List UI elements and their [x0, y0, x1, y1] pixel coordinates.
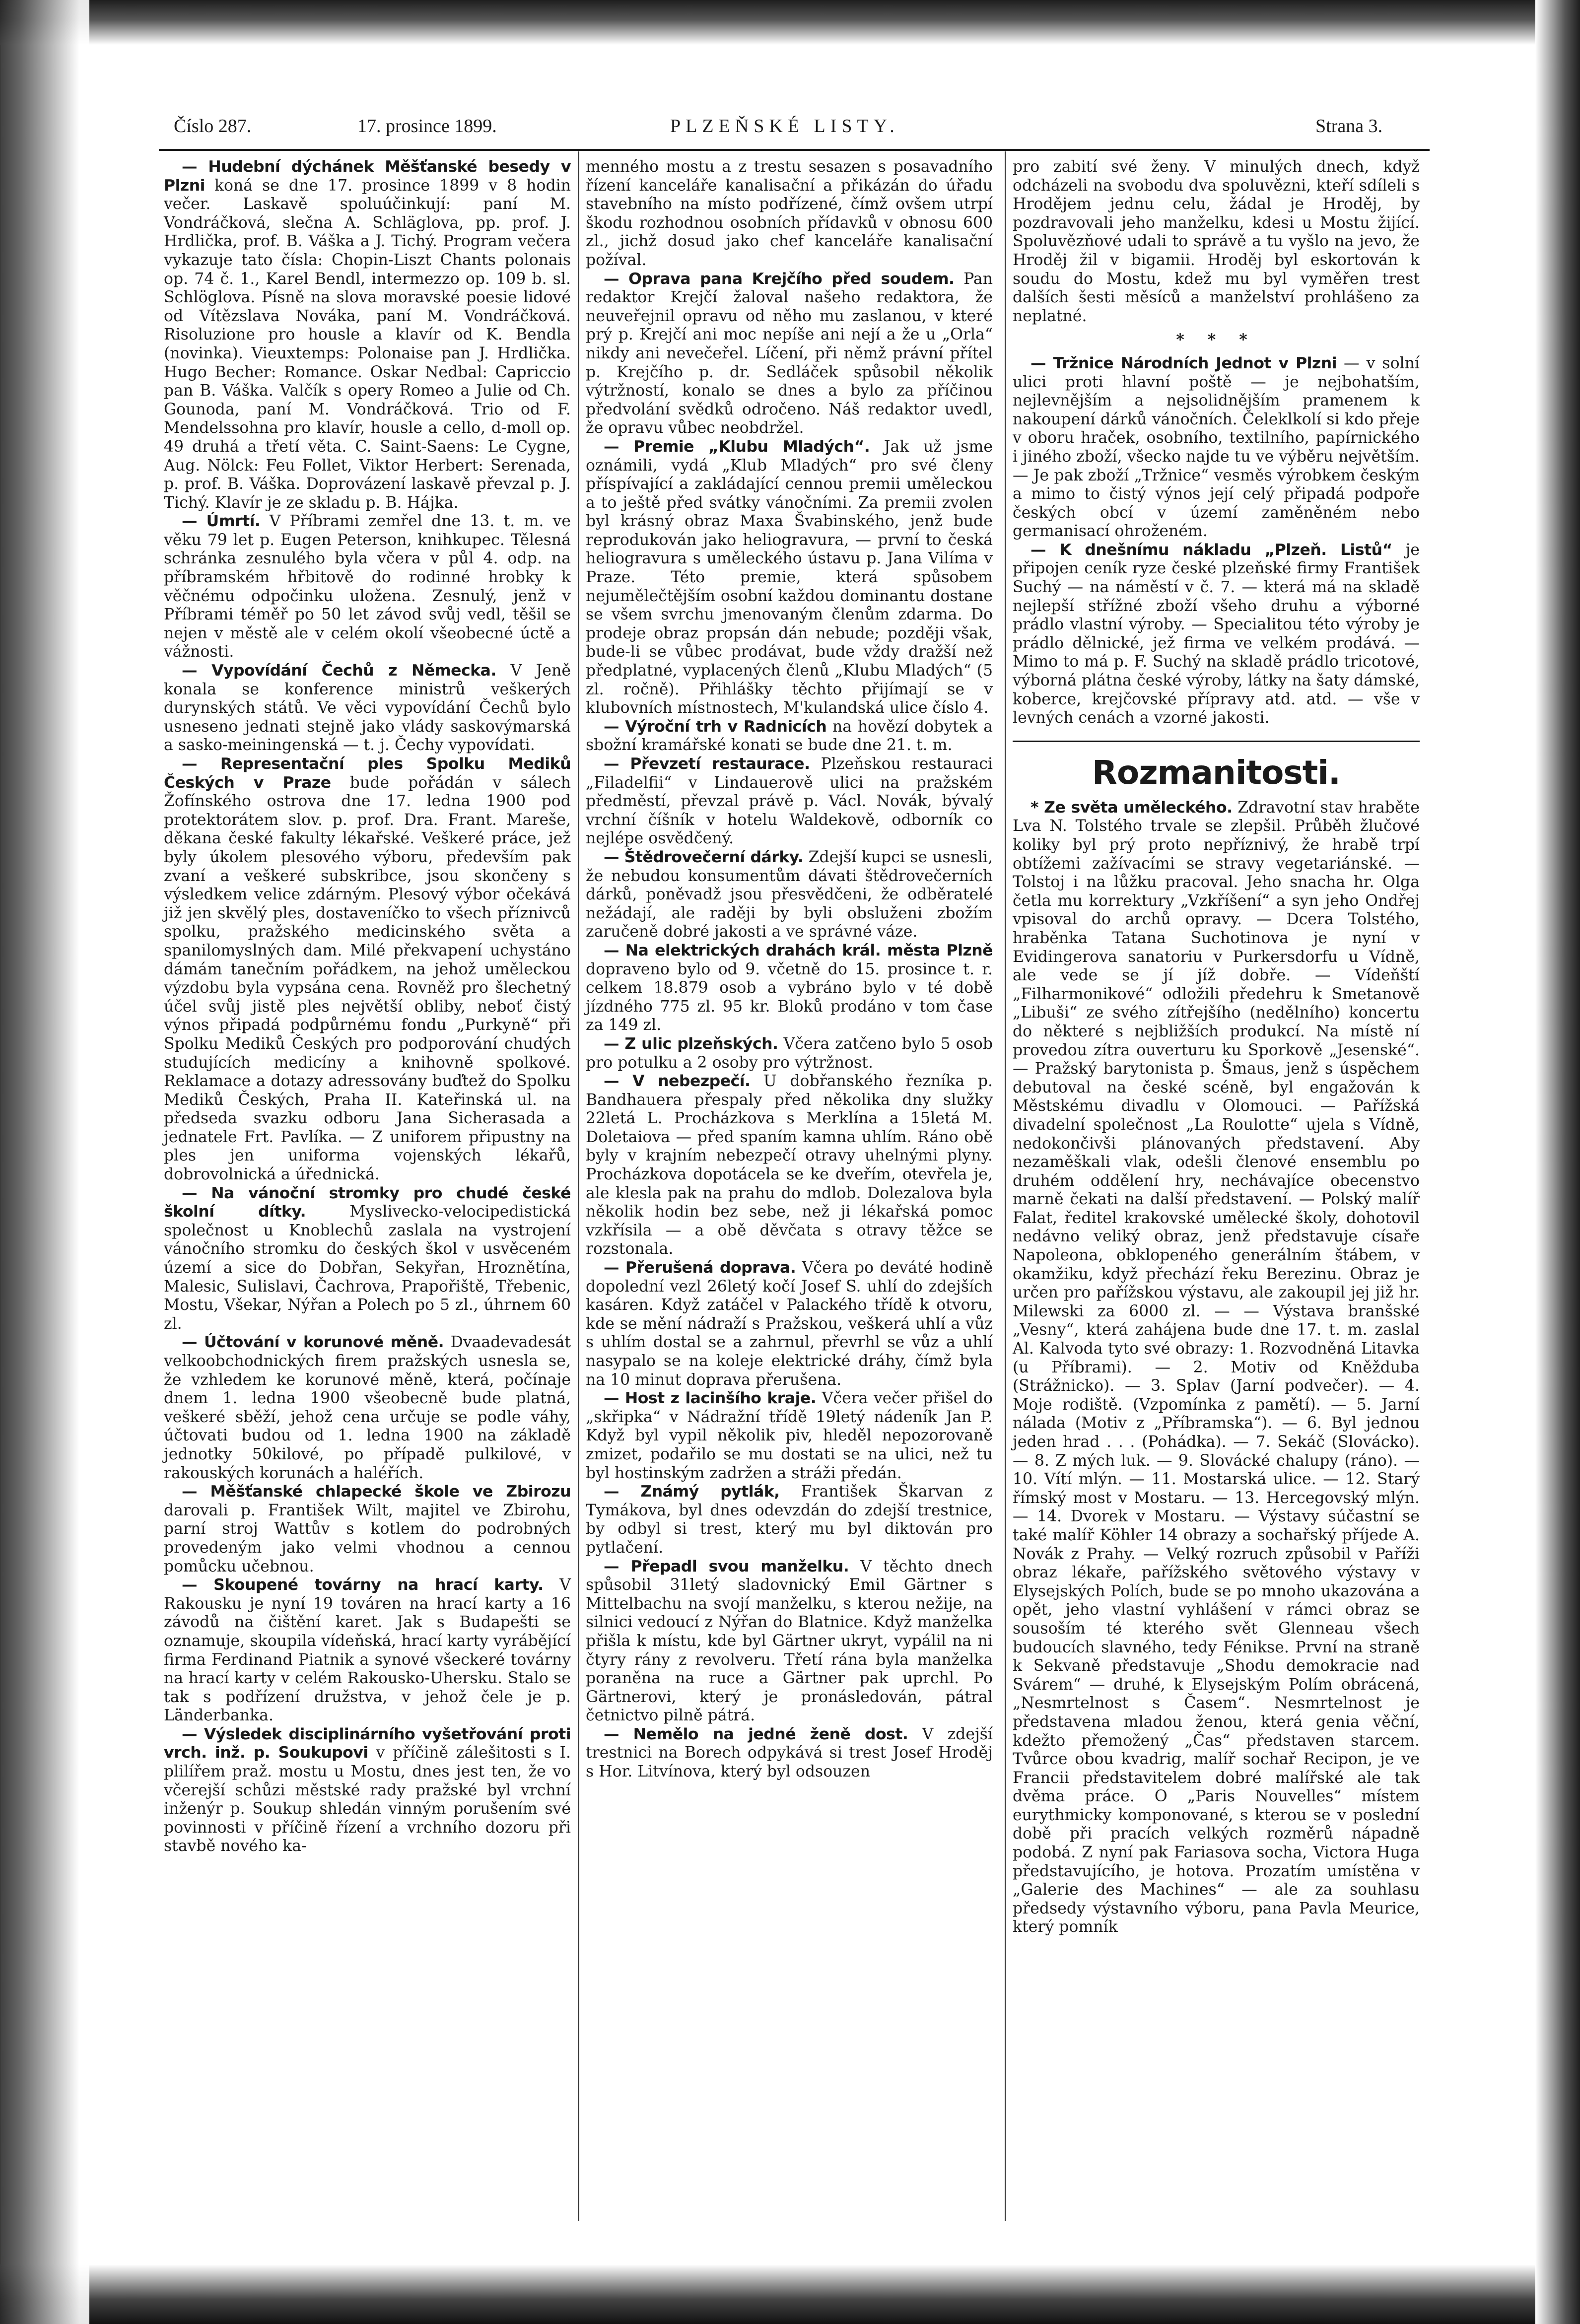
- article-paragraph: [164, 1333, 571, 1483]
- issue-date: 17. prosince 1899.: [357, 116, 497, 137]
- column-middle: [586, 158, 993, 1781]
- article-body: V těchto dnech spůsobil 31letý sladovnický Emil Gärtner s Mittelbachu na svojí manželku, s kterou nežije, na silnici vedoucí z Nýřan do Blatnice. Když manželka přišla k místu, kde byl Gärtner ukryt, vypálil na ni čtyry rány z revolveru. Třetí rána byla manželka poraněna na ruce a Gärtner pak uprchl. Po Gärtnerovi, který je pronásledován, pátral četnictvo pilně pátrá.: [586, 1557, 993, 1725]
- article-body: V Rakousku je nyní 19 továren na hrací karty a 16 závodů na čištění karet. Jak s Budapešti se oznamuje, skoupila vídeňská, hrací karty vyrábějící firma Ferdinand Piatnik a synové všeckeré továrny na hrací karty v celém Rakousko-Uhersku. Stalo se tak s podřízení družstva, v jehož čele je p. Länderbanka.: [164, 1576, 571, 1725]
- article-headline: — Výsledek disciplinárního vyšetřování proti vrch. inž. p. Soukupovi: [164, 1725, 571, 1762]
- article-body: Zdejší kupci se usnesli, že nebudou konsumentům dávati štědrovečerních dárků, poněvadž jsou přesvědčeni, že odběratelé nežádají, ale raději by byli obsluženi zbožím zaručeně dobré jakosti a ve správné váze.: [586, 848, 993, 941]
- article-paragraph: [164, 512, 571, 662]
- article-paragraph: [586, 718, 993, 755]
- article-paragraph: [586, 848, 993, 942]
- page-number: Strana 3.: [1315, 116, 1383, 137]
- page-header: [164, 115, 1425, 145]
- scan-edge-left: [0, 0, 89, 2324]
- article-paragraph: [1013, 158, 1420, 326]
- article-body: Včera večer přišel do „skřipka“ v Nádražní třídě 19letý nádeník Jan P. Když byl vypil několik piv, hleděl nepozorovaně zmizet, podařilo se mu dostati se na ulici, než tu byl hostinským zadržen a stráži předán.: [586, 1389, 993, 1482]
- article-headline: — Hudební dýchánek Měšťanské besedy v Plzni: [164, 158, 571, 195]
- article-paragraph: [164, 662, 571, 755]
- article-body: U dobřanského řezníka p. Bandhauera přespaly před několika dny služky 22letá L. Procházkova s Merklína a 15letá M. Doletaiova — před spaním kamna uhlím. Ráno obě byly v krajním nebezpečí otravy uhelnými plyny. Procházkova dopotácela se ke dveřím, otevřela je, ale klesla pak na prahu do mdlob. Dolezalova byla několik hodin bez sebe, než ji lékařská pomoc vzkřísila — a obě děvčata s otravy těžce se rozstonala.: [586, 1072, 993, 1258]
- article-body: Myslivecko-velocipedistická společnost u Knoblechů zaslala na vystrojení vánočního stromku do českých škol v usvěceném území a sice do Dobřan, Sekyřan, Hroznětína, Malesic, Sulislavi, Čachrova, Prapořiště, Třebenic, Mostu, Všekar, Nýřan a Polech po 5 zl., úhrnem 60 zl.: [164, 1203, 571, 1333]
- article-headline: — V nebezpečí.: [604, 1072, 751, 1091]
- column-rule-2: [1005, 151, 1006, 2221]
- section-separator: * * *: [1176, 331, 1256, 349]
- article-headline: — Nemělo na jedné ženě dost.: [604, 1725, 908, 1743]
- article-body: Včera zatčeno bylo 5 osob pro potulku a 2 osoby pro výtržnost.: [586, 1034, 993, 1072]
- article-body: pro zabití své ženy. V minulých dnech, když odcházeli na svobodu dva spoluvězni, kteří sdíleli s Hrodějem jednu celu, žádal je Hroděj, by pozdravovali jeho manželku, kdesi u Mostu žijící. Spoluvězňové udali to správě a tu vyšlo na jevo, že Hroděj žil v bigamii. Hroděj byl eskortován k soudu do Mostu, kdež mu byl vyměřen trest dalších šesti měsíců a manželství prohlášeno za neplatné.: [1013, 158, 1420, 325]
- article-headline: — Převzetí restaurace.: [604, 755, 810, 773]
- article-headline: — Premie „Klubu Mladých“.: [604, 437, 870, 456]
- article-headline: — Přepadl svou manželku.: [604, 1557, 849, 1575]
- scan-edge-bottom: [0, 2264, 1580, 2324]
- article-paragraph: [1013, 354, 1420, 541]
- article-body: darovali p. František Wilt, majitel ve Zbirohu, parní stroj Wattův s kotlem do podrobných provedeným jako velmi vhodnou a cennou pomůcku učebnou.: [164, 1501, 571, 1575]
- scan-edge-top: [0, 0, 1580, 45]
- column-rule-1: [578, 151, 579, 2221]
- article-headline: — Na vánoční stromky pro chudé české školní dítky.: [164, 1184, 571, 1221]
- article-paragraph: [586, 438, 993, 718]
- article-body: Zdravotní stav hraběte Lva N. Tolstého trvale se zlepšil. Průběh žlučové koliky byl prý proto nepříznivý, že hrabě trpí obtížemi zažívacími se stravy vegetariánské. — Tolstoj i na lůžku pracoval. Jeho snacha hr. Olga četla mu korrektury „Vzkříšení“ a syn jeho Ondřej vpisoval do archů opravy. — Dcera Tolstého, hraběnka Tatana Suchotinova je nyní v Evidingerova sanatoriu v Purkersdorfu u Vídně, ale vede se jí jíž dobře. — Vídeňští „Filharmonikové“ odložili předehru k Smetanově „Libuši“ ze svého zítřejšího (nedělního) koncertu do některé s nejbližších produkcí. Na místě ní provedou zítra ouverturu ku Sporkově „Jesenské“. — Pražský barytonista p. Šmaus, jenž s úspěchem debutoval na české scéně, byl engažován k Městskému divadlu v Olomouci. — Pařížská divadelní společnost „La Roulotte“ ujela s Vídně, nedokončivši plánovaných představení. Aby nezaměškali vlak, odešli členové ensemblu po druhém oddělení hry, nechávajíce obecenstvo marně čekati na další představení. — Polský malíř Falat, ředitel krakovské umělecké školy, dohotovil nedávno veliký obraz, jenž představuje císaře Napoleona, obklopeného generálním štábem, v okamžiku, když přechází řeku Berezinu. Obraz je určen pro pařížskou výstavu, ale zakoupil jej již hr. Milewski za 6000 zl. — — Výstava branšské „Vesny“, která zahájena bude dne 17. t. m. zaslal Al. Kalvoda tyto své obrazy: 1. Rozvodněná Litavka (u Příbrami). — 2. Motiv od Kněžduba (Strážnicko). — 3. Splav (Jarní podvečer). — 4. Moje rodiště. (Vzpomínka z pamětí). — 5. Jarní nálada (Motiv z „Příbramska“). — 6. Byl jednou jeden hrad . . . (Pohádka). — 7. Sekáč (Slovácko). — 8. Z mých luk. — 9. Slovácké chalupy (ráno). — 10. Vítí mlýn. — 11. Mostarská ulice. — 12. Starý římský most v Mostaru. — 13. Hercegovský mlýn. — 14. Dvorek v Mostaru. — Výstavy súčastní se také malíř Köhler 14 obrazy a sochařský příjede A. Novák z Prahy. — Velký rozruch způsobil v Paříži obraz lékaře, pařížského světového výstavy v Elysejských Polích, bude se po mnoho ukazována a opět, jeho vlastní vyhlášení v rámci obraz se sousoším té kterého svět Glenneau všech budoucích slavného, tedy Fénikse. První na straně k Sekvaně představuje „Shodu demokracie nad Svárem“ — druhé, k Elysejským Polím obrácená, „Nesmrtelnost s Časem“. Nesmrtelnost je představena mladou ženou, která genia věční, kdežto přemožený „Čas“ představen starcem. Tvůrce obou kvadrig, malíř sochař Recipon, je ve Francii představitelem dobré malířské ale tak dvěma práce. O „Paris Nouvelles“ místem eurythmicky komponované, s kterou se v poslední době při pracích velkých rozměrů nápadně podobá. Z nyní pak Fariasova socha, Victora Huga představujícího, je hotova. Prozatím umístěna v „Galerie des Machines“ — ale za souhlasu předsedy výstavního výboru, pana Pavla Meurice, který pomník: [1013, 798, 1420, 1936]
- header-rule: [159, 149, 1430, 151]
- article-paragraph: [164, 158, 571, 512]
- article-body: menného mostu a z trestu sesazen s posavadního řízení kanceláře kanalisační a přikázán do úřadu stavebního na místo podřízené, čímž ovšem utrpí škodu rozhodnou osobních přídavků v obnosu 600 zl., jichž dosud jako chef kanceláře kanalisační požíval.: [586, 158, 993, 269]
- article-body: V Příbrami zemřel dne 13. t. m. ve věku 79 let p. Eugen Peterson, knihkupec. Tělesná schránka zesnulého byla včera v půl 4. odp. na příbramském hřbitově do rodinné hrobky k věčnému odpočinku uložena. Zesnulý, jenž v Příbrami téměř po 50 let závod svůj vedl, těšil se nejen v městě ale v celém okolí všeobecné úctě a vážnosti.: [164, 512, 571, 661]
- article-paragraph: [164, 755, 571, 1184]
- article-paragraph: [586, 1725, 993, 1781]
- section-title: Rozmanitosti.: [1092, 753, 1340, 792]
- article-headline: — Tržnice Národních Jednot v Plzni: [1030, 354, 1337, 372]
- article-headline: — Oprava pana Krejčího před soudem.: [604, 270, 955, 288]
- article-paragraph: [586, 1558, 993, 1725]
- article-body: Pan redaktor Krejčí žaloval našeho redaktora, že neuveřejnil opravu od něho mu zaslanou, v které prý p. Krejčí ani moc nepíše ani nejí a že u „Orla“ nikdy ani nevečeřel. Líčení, při němž právní přítel p. Krejčího p. dr. Sedláček spůsobil několik výtržností, konalo se dnes a bylo za příčinou předvolání svědků odročeno. Náš redaktor uvedl, že opravu vůbec neobdržel.: [586, 270, 993, 437]
- article-paragraph: [164, 1483, 571, 1576]
- article-headline: — Skoupené továrny na hrací karty.: [182, 1576, 544, 1594]
- section-rule: [1013, 741, 1420, 742]
- issue-number: Číslo 287.: [174, 116, 252, 137]
- article-body: na hovězí dobytek a sbožní kramářské konati se bude dne 21. t. m.: [586, 717, 993, 754]
- article-headline: — Host z lacinšího kraje.: [604, 1389, 817, 1408]
- article-headline: — K dnešnímu nákladu „Plzeň. Listů“: [1030, 541, 1392, 559]
- article-paragraph: [1013, 541, 1420, 728]
- article-paragraph: [586, 1035, 993, 1072]
- article-body: bude pořádán v sálech Žofínského ostrova dne 17. ledna 1900 pod protektorátem slov. p. prof. Dra. Frant. Mareše, děkana české fakulty lékařské. Veškeré práce, jež byly úkolem plesového výboru, především pak zvaní a veškeré subskribce, jsou skončeny s výsledkem velice zdárným. Plesový výbor očekává již jen skvělý ples, dostaveníčko to všech příznivců spolku, pražského medicinského světa a spanilomyslných dam. Milé překvapení uchystáno dámám tanečním pořádkem, na jehož uměleckou výzdobu byla vypsána cena. Rovněž pro šlechetný účel svůj jistě ples největší obliby, neboť čistý výnos připadá podpůrnému fondu „Purkyně“ při Spolku Mediků Českých pro podporování chudých studujících medicíny a knihovně spolkové. Reklamace a dotazy adressovány buďtež do Spolku Mediků Českých, Praha II. Kateřinská ul. na předseda svazku odboru Jana Sicherasada a jednatele Frt. Pavlíka. — Z uniforem připustny na ples jen uniforma vojenských lékařů, dobrovolnická a úřednická.: [164, 773, 571, 1184]
- column-left: [164, 158, 571, 1856]
- article-body: Plzeňskou restauraci „Filadelfii“ v Lindauerově ulici na pražském předměstí, převzal právě p. Václ. Novák, bývalý vrchní číšník v hotelu Waldekově, odborník co nejlépe osvědčený.: [586, 755, 993, 848]
- article-body: V Jeně konala se konference ministrů veškerých durynských států. Ve věci vypovídání Čechů bylo usneseno jednati stejně jako vlády saskovýmarská a sasko-meiningenská — t. j. Čechy vypovídati.: [164, 662, 571, 754]
- article-headline: — Účtování v korunové měně.: [182, 1333, 444, 1352]
- article-body: koná se dne 17. prosince 1899 v 8 hodin večer. Laskavě spoluúčinkují: paní M. Vondráčková, slečna A. Schläglova, pp. prof. J. Hrdlička, prof. B. Váška a J. Tichý. Program večera vykazuje tato čísla: Chopin-Liszt Chants polonais op. 74 č. 1., Karel Bendl, intermezzo op. 109 b. sl. Schlöglova. Písně na slova moravské poesie lidové od Vítězslava Nováka, paní M. Vondráčková. Risoluzione pro housle a klavír od K. Bendla (novinka). Vieuxtemps: Polonaise pan J. Hrdlička. Hugo Becher: Romance. Oskar Nedbal: Capriccio pan B. Váška. Valčík s opery Romeo a Julie od Ch. Gounoda, paní M. Vondráčková. Trio od F. Mendelssohna pro klavír, housle a cello, d-moll op. 49 druhá a třetí věta. C. Saint-Saens: Le Cygne, Aug. Nölck: Feu Follet, Viktor Herbert: Serenada, p. prof. B. Váška. Doprovázení laskavě převzal p. J. Tichý. Klavír je ze skladu p. B. Hájka.: [164, 176, 571, 512]
- article-headline: — Representační ples Spolku Mediků Českých v Praze: [164, 755, 571, 792]
- article-body: Jak už jsme oznámili, vydá „Klub Mladých“ pro své členy příspívající a zakládající cennou premii uměleckou a to ještě před svátky vánočními. Za premii zvolen byl krásný obraz Maxa Švabinského, jenž bude reprodukován jako heliogravura, — první to česká heliogravura s uměleckého ústavu p. Jana Vilíma v Praze. Této premie, která spůsobem nejumělečtějším osobní každou dominantu dostane se všem svrchu jmenovaným členům zdarma. Do prodeje obraz propsán dán nebude; později však, bude-li se vůbec prodávat, bude vždy dražší než předplatné, vyplacených členů „Klubu Mladých“ (5 zl. ročně). Přihlášky těchto přijímají se v klubovních místnostech, M'kulandská ulice číslo 4.: [586, 437, 993, 717]
- masthead-title: PLZEŇSKÉ LISTY.: [670, 116, 899, 137]
- article-headline: — Z ulic plzeňských.: [604, 1034, 778, 1053]
- article-paragraph: [1013, 799, 1420, 1937]
- article-paragraph: [164, 1184, 571, 1334]
- article-body: v příčině zálešitosti s I. plilířem praž. mostu u Mostu, dnes jest ten, že vo včerejší schůzi městské rady pražské byl vrchní inženýr p. Soukup shledán vinným porušením své povinnosti v příčině řízení a vrchního dozoru při stavbě nového ka-: [164, 1744, 571, 1855]
- article-body: V zdejší trestnici na Borech odpykává si trest Josef Hroděj s Hor. Litvínova, který byl odsouzen: [586, 1725, 993, 1781]
- article-headline: — Štědrovečerní dárky.: [604, 848, 804, 866]
- article-paragraph: [586, 1389, 993, 1483]
- article-paragraph: [586, 755, 993, 848]
- article-body: dopraveno bylo od 9. včetně do 15. prosince t. r. celkem 18.879 osob a vybráno bylo v té době jízdného 775 zl. 95 kr. Bloků prodáno v tom čase za 149 zl.: [586, 960, 993, 1034]
- article-paragraph: [586, 1072, 993, 1259]
- article-paragraph: [586, 158, 993, 270]
- article-headline: — Přerušená doprava.: [604, 1259, 796, 1277]
- article-body: Dvaadevadesát velkoobchodnických firem pražských usnesla se, že vzhledem ke korunové měně, která, počínaje dnem 1. ledna 1900 všeobecně bude platná, veškeré sběží, jehož cena určuje se podle váhy, účtovati budou od 1. ledna 1900 na základě jednotky 50kilové, po případě pulkilové, v rakouských korunách a haléřích.: [164, 1333, 571, 1482]
- scan-edge-right: [1535, 0, 1580, 2324]
- article-body: — v solní ulici proti hlavní poště — je nejbohatším, nejlevnějším a nejsolidnějším pramenem k nakoupení dárků vánočních. Čeleklkolí si kdo přeje v oboru hraček, osobního, textilního, papírnického i jiného zboží, všecko najde tu ve výběru největším. — Je pak zboží „Tržnice“ vesměs výrobkem českým a mimo to čistý výnos její celý připadá podpoře českých obcí v území zaměněném nebo germanisací ohroženém.: [1013, 354, 1420, 541]
- column-right: [1013, 158, 1420, 1937]
- article-paragraph: [586, 1259, 993, 1389]
- article-headline: * Ze světa uměleckého.: [1030, 798, 1233, 817]
- article-headline: — Vypovídání Čechů z Německa.: [182, 662, 496, 680]
- article-body: je připojen ceník ryze české plzeňské firmy František Suchý — na náměstí v č. 7. — která má na skladě nejlepší střížné zboží všeho druhu a výborné prádlo vlastní výroby. — Specialitou této výroby je prádlo dělnické, jež firma ve velkém prodává. — Mimo to má p. F. Suchý na skladě prádlo tricotové, výborná plátna české výroby, látky na šaty dámské, koberce, krejčovské přípravy atd. atd. — vše v levných cenách a vzorné jakosti.: [1013, 541, 1420, 727]
- article-paragraph: [164, 1576, 571, 1725]
- article-paragraph: [586, 942, 993, 1035]
- article-paragraph: [164, 1725, 571, 1856]
- article-paragraph: [586, 270, 993, 438]
- article-headline: — Úmrtí.: [182, 512, 261, 531]
- article-paragraph: [586, 1483, 993, 1557]
- article-headline: — Známý pytlák,: [604, 1483, 780, 1501]
- article-headline: — Výroční trh v Radnicích: [604, 717, 827, 736]
- article-body: Včera po deváté hodině dopolední vezl 26letý kočí Josef S. uhlí do zdejších kasáren. Když zatáčel v Palackého třídě k otvoru, kde se mění nádraží s Pražskou, veškerá uhlí a vůz s uhlím dostal se a zahrnul, převrhl se vůz a uhlí nasypalo se na koleje elektrické dráhy, čímž byla na 10 minut doprava přerušena.: [586, 1259, 993, 1389]
- article-headline: — Na elektrických drahách král. města Plzně: [604, 941, 993, 959]
- article-body: František Škarvan z Tymákova, byl dnes odevzdán do zdejší trestnice, by odbyl si trest, který mu byl diktován pro pytlačení.: [586, 1483, 993, 1557]
- article-headline: — Měšťanské chlapecké škole ve Zbirozu: [182, 1483, 571, 1501]
